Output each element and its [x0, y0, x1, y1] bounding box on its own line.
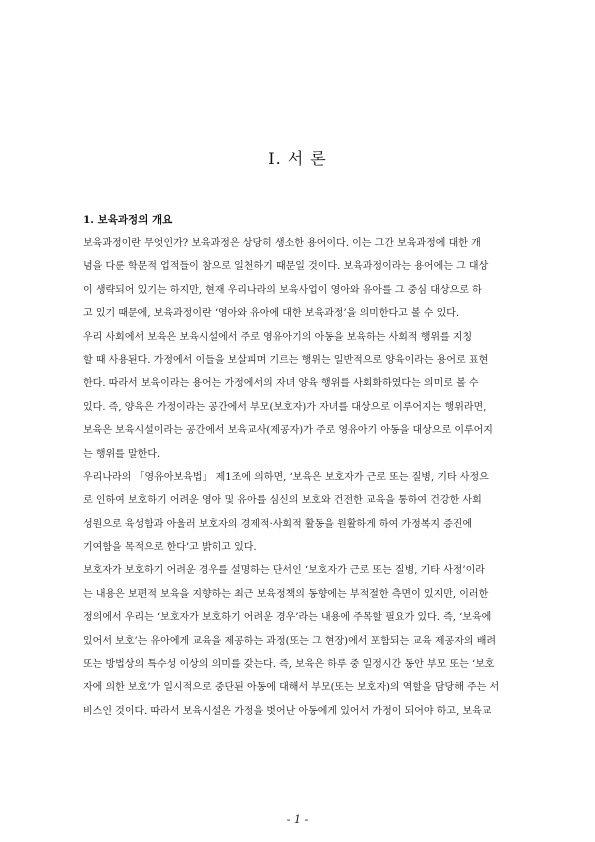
body-line: 로 인하여 보호하기 어려운 영아 및 유아를 심신의 보호와 건전한 교육을 통하여 건강한 사회: [83, 495, 482, 507]
body-line: 자에 의한 보호’가 일시적으로 중단된 아동에 대해서 부모(또는 보호자)의 역할을 담당해 주는 서: [83, 682, 500, 694]
body-line: 한다. 따라서 보육이라는 용어는 가정에서의 자녀 양육 행위를 사회화하였다는 의미로 볼 수: [83, 378, 479, 390]
body-line: 있어서 보호’는 유아에게 교육을 제공하는 과정(또는 그 현장)에서 포함되는 교육 제공자의 배려: [83, 635, 497, 647]
chapter-title: I. 서 론: [268, 149, 327, 168]
body-line: 념을 다룬 학문적 업적들이 참으로 일천하기 때문일 것이다. 보육과정이라는 용어에는 그 대상: [83, 261, 489, 273]
body-line: 는 내용은 보편적 보육을 지향하는 최근 보육정책의 동향에는 부적절한 측면이 있지만, 이러한: [83, 588, 489, 600]
body-line: 또는 방법상의 특수성 이상의 의미를 갖는다. 즉, 보육은 하루 중 일정시간 동안 부모 또는 ‘보호: [83, 659, 495, 671]
body-line: 보육은 보육시설이라는 공간에서 보육교사(제공자)가 주로 영유아기 아동을 대상으로 이루어지: [83, 425, 493, 437]
body-line: 비스인 것이다. 따라서 보육시설은 가정을 벗어난 아동에게 있어서 가정이 되어야 하고, 보육교: [83, 705, 492, 717]
body-line: 보호자가 보호하기 어려운 경우를 설명하는 단서인 ‘보호자가 근로 또는 질병, 기타 사정’이라: [83, 565, 485, 577]
body-line: 우리 사회에서 보육은 보육시설에서 주로 영유아기의 아동을 보육하는 사회적 행위를 지칭: [83, 331, 473, 343]
body-line: 우리나라의 「영유아보육법」 제1조에 의하면, ‘보육은 보호자가 근로 또는 질병, 기타 사정으: [83, 471, 489, 483]
body-line: 할 때 사용된다. 가정에서 이들을 보살피며 기르는 행위는 일반적으로 양육이라는 용어로 표현: [83, 354, 489, 366]
body-line: 이 생략되어 있기는 하지만, 현재 우리나라의 보육사업이 영아와 유아를 그 중심 대상으로 하: [83, 284, 482, 296]
body-line: 성원으로 육성함과 아울러 보호자의 경제적·사회적 활동을 원활하게 하여 가정복지 증진에: [83, 518, 473, 530]
body-line: 보육과정이란 무엇인가? 보육과정은 상당히 생소한 용어이다. 이는 그간 보육과정에 대한 개: [83, 238, 481, 249]
section-heading: 1. 보육과정의 개요: [83, 214, 173, 226]
body-text: [83, 232, 516, 723]
body-line: 있다. 즉, 양육은 가정이라는 공간에서 부모(보호자)가 자녀를 대상으로 이루어지는 행위라면,: [83, 401, 487, 413]
page-number: - 1 -: [286, 813, 309, 826]
body-line: 고 있기 때문에, 보육과정이란 ‘영아와 유아에 대한 보육과정’을 의미한다고 볼 수 있다.: [83, 308, 460, 320]
body-line: 정의에서 우리는 ‘보호자가 보호하기 어려운 경우’라는 내용에 주목할 필요가 있다. 즉, ‘보육에: [83, 612, 492, 624]
body-line: 는 행위를 말한다.: [83, 448, 161, 460]
body-line: 기여함을 목적으로 한다’고 밝히고 있다.: [83, 542, 257, 554]
